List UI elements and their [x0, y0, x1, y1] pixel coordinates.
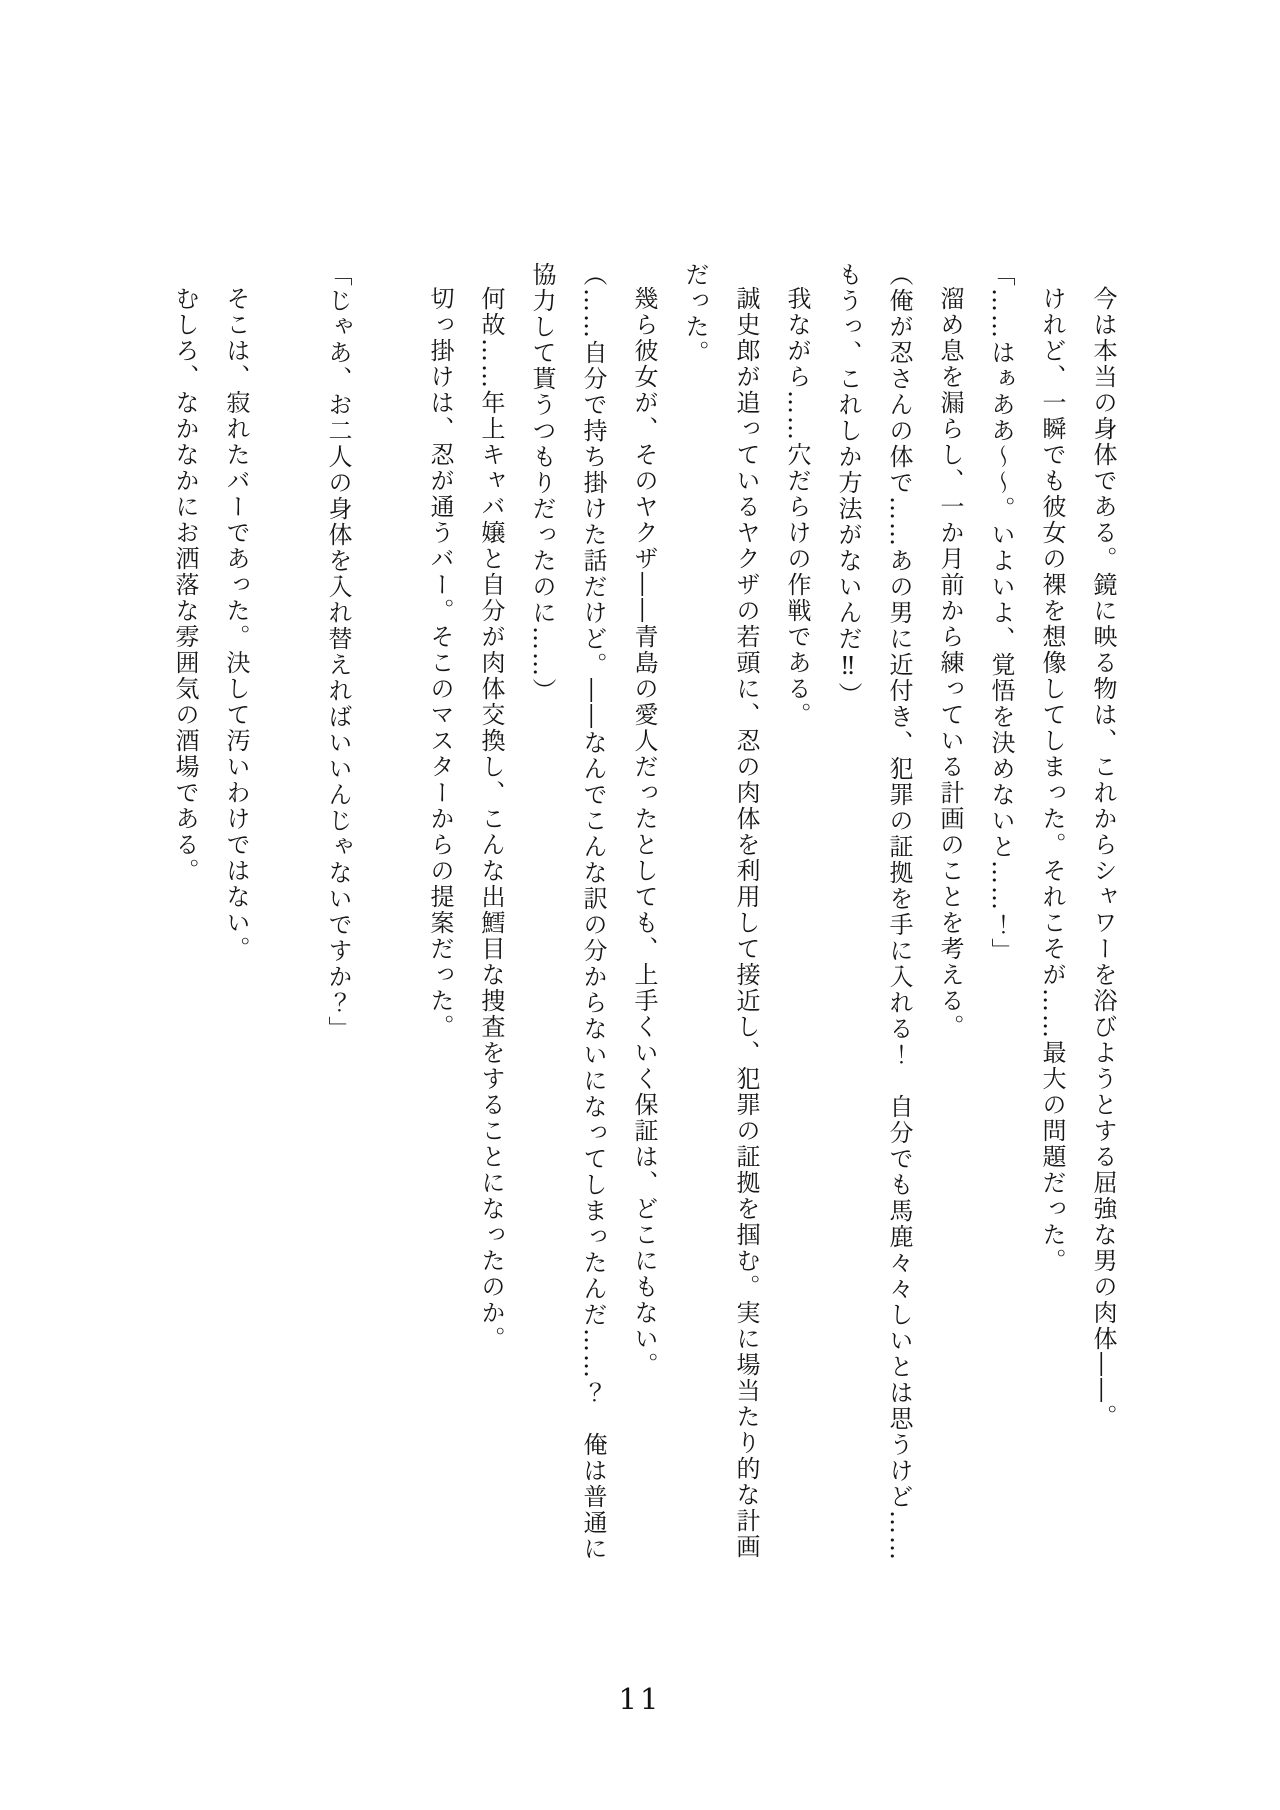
paragraph: 我ながら……穴だらけの作戦である。: [783, 286, 811, 728]
paragraph: そこは、寂れたバーであった。決して汚いわけではない。: [222, 286, 250, 962]
blank-line: [363, 262, 414, 1592]
blank-line: [261, 262, 312, 1592]
paragraph: 「……はぁああ～～。いよいよ、覚悟を決めないと……！」: [987, 262, 1015, 964]
paragraph: 幾ら彼女が、そのヤクザ――青島の愛人だったとしても、上手くいく保証は、どこにもない。: [630, 286, 658, 1378]
paragraph: 「じゃあ、お二人の身体を入れ替えればいいんじゃないですか？」: [324, 262, 352, 1042]
paragraph: （俺が忍さんの体で……あの男に近付き、犯罪の証拠を手に入れる！ 自分でも馬鹿々々しいとは思うけど…… もうっ、これしか方法がないんだ‼）: [834, 262, 913, 1562]
paragraph: （……自分で持ち掛けた話だけど。――なんでこんな訳の分からないになってしまったんだ……？ 俺は普通に 協力して貰うつもりだったのに……）: [528, 262, 607, 1562]
paragraph: 何故……年上キャバ嬢と自分が肉体交換し、こんな出鱈目な捜査をすることになったのか。: [477, 286, 505, 1352]
paragraph: けれど、一瞬でも彼女の裸を想像してしまった。それこそが……最大の問題だった。: [1038, 286, 1066, 1274]
paragraph: 今は本当の身体である。鏡に映る物は、これからシャワーを浴びようとする屈強な男の肉体――。: [1089, 286, 1117, 1430]
paragraph: 誠史郎が追っているヤクザの若頭に、忍の肉体を利用して接近し、犯罪の証拠を掴む。実に場当たり的な計画 だった。: [681, 262, 760, 1560]
paragraph: 切っ掛けは、忍が通うバー。そこのマスターからの提案だった。: [426, 286, 454, 1040]
page-number: 11: [618, 1682, 662, 1716]
vertical-text-block: [159, 262, 1128, 1592]
paragraph: むしろ、なかなかにお洒落な雰囲気の酒場である。: [171, 286, 199, 884]
paragraph: 溜め息を漏らし、一か月前から練っている計画のことを考える。: [936, 286, 964, 1040]
